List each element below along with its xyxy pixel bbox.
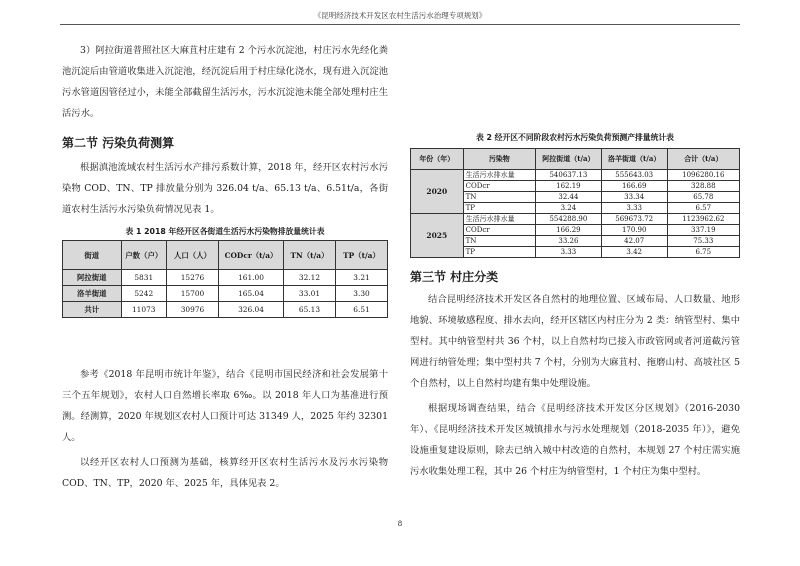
- table-cell: 326.04: [219, 302, 284, 318]
- page-number: 8: [397, 520, 403, 528]
- table1-header: CODcr（t/a）: [219, 241, 284, 270]
- table-cell: 3.21: [336, 270, 388, 286]
- village-classification-paragraph: 结合昆明经济技术开发区各自然村的地理位置、区域布局、人口数量、地形地貌、环境敏感程度、排水去向，经开区辖区内村庄分为 2 类：纳管型村、集中型村。其中纳管型村共 36 个村，以上自然村均已接入市政管网或者河道截污管网进行纳管处理；集中型村共 7 个村，分别为大麻苴村、拖磨山村、高坡社区 5 个自然村，以上自然村均建有集中处理设施。: [410, 294, 740, 389]
- header-title: 《昆明经济技术开发区农村生活污水治理专项规划》: [313, 11, 487, 20]
- table1: [62, 240, 388, 318]
- table-cell: 3.33: [536, 247, 602, 258]
- table1-header-row: [63, 241, 388, 270]
- table-cell: 生活污水排水量: [463, 170, 535, 181]
- table2-header: 洛羊街道（t/a）: [601, 149, 667, 170]
- table-cell: 5831: [121, 270, 167, 286]
- table2-intro-paragraph: 以经开区农村人口预测为基础，核算经开区农村生活污水及污水污染物 COD、TN、TP，2020 年、2025 年，具体见表 2。: [62, 457, 388, 489]
- table2: [410, 148, 740, 258]
- table1-header: 街道: [63, 241, 122, 270]
- table-cell: 1096280.16: [667, 170, 739, 181]
- survey-results-paragraph: 根据现场调查结果，结合《昆明经济技术开发区分区规划》（2016-2030年）、《昆明经济技术开发区城镇排水与污水处理规划（2018-2035 年）》，避免设施重复建设原则，除去已纳入城中村改造的自然村，本规划 27 个村庄需实施污水收集处理工程，其中 26 个村庄为纳管型村，1 个村庄为集中型村。: [410, 403, 740, 477]
- table-cell: 165.04: [219, 286, 284, 302]
- table1-header: TP（t/a）: [336, 241, 388, 270]
- table-cell: 6.51: [336, 302, 388, 318]
- table1-header: 户数（户）: [121, 241, 167, 270]
- table-row: [411, 214, 740, 225]
- table-row: [63, 286, 388, 302]
- table-cell: 170.90: [601, 225, 667, 236]
- table-cell: 33.01: [284, 286, 336, 302]
- table-cell: 42.07: [601, 236, 667, 247]
- table-cell: 30976: [167, 302, 219, 318]
- table-cell: 5242: [121, 286, 167, 302]
- table1-header: 人口（人）: [167, 241, 219, 270]
- table-cell: 569673.72: [601, 214, 667, 225]
- intro-paragraph: 3）阿拉街道普照社区大麻苴村庄建有 2 个污水沉淀池，村庄污水先经化粪池沉淀后由管道收集进入沉淀池，经沉淀后用于村庄绿化浇水，现有进入沉淀池污水管道因管径过小，未能全部截留生活污水，污水沉淀池未能全部处理村庄生活污水。: [62, 45, 388, 119]
- table-cell: 15700: [167, 286, 219, 302]
- year-cell: 2020: [411, 170, 464, 214]
- table-cell: CODcr: [463, 181, 535, 192]
- table-cell: 6.75: [667, 247, 739, 258]
- table-cell: TP: [463, 203, 535, 214]
- table-cell: 540637.13: [536, 170, 602, 181]
- table-cell: 生活污水排水量: [463, 214, 535, 225]
- table2-caption: 表 2 经开区不同阶段农村污水污染负荷预测产排量统计表: [476, 133, 674, 142]
- table-cell: 6.57: [667, 203, 739, 214]
- table-cell: 洛羊街道: [63, 286, 122, 302]
- table-cell: 65.13: [284, 302, 336, 318]
- table-cell: 15276: [167, 270, 219, 286]
- table-cell: CODcr: [463, 225, 535, 236]
- section-title-pollution-load: 第二节 污染负荷测算: [62, 136, 175, 150]
- table-cell: 3.24: [536, 203, 602, 214]
- table-cell: 3.33: [601, 203, 667, 214]
- table2-header: 污染物: [463, 149, 535, 170]
- table-row: [63, 270, 388, 286]
- table-cell: 65.78: [667, 192, 739, 203]
- table-cell: 32.44: [536, 192, 602, 203]
- table-cell: TN: [463, 236, 535, 247]
- table-cell: 75.33: [667, 236, 739, 247]
- table-cell: 162.19: [536, 181, 602, 192]
- table2-header: 阿拉街道（t/a）: [536, 149, 602, 170]
- pollution-load-paragraph: 根据滇池流域农村生活污水产排污系数计算，2018 年，经开区农村污水污染物 COD、TN、TP 排放量分别为 326.04 t/a、65.13 t/a、6.51t/a，各街道农村生活污水污染负荷情况见表 1。: [62, 162, 388, 215]
- table-cell: 328.88: [667, 181, 739, 192]
- table2-header: 年份（年）: [411, 149, 464, 170]
- table2-header: 合计（t/a）: [667, 149, 739, 170]
- table1-header: TN（t/a）: [284, 241, 336, 270]
- right-column: [410, 132, 740, 482]
- table-row: [411, 170, 740, 181]
- table-cell: 共计: [63, 302, 122, 318]
- table-cell: 554288.90: [536, 214, 602, 225]
- table-cell: 555643.03: [601, 170, 667, 181]
- table-cell: 166.29: [536, 225, 602, 236]
- table-cell: 32.12: [284, 270, 336, 286]
- table-cell: 161.00: [219, 270, 284, 286]
- table-cell: 3.42: [601, 247, 667, 258]
- table-cell: 阿拉街道: [63, 270, 122, 286]
- table-cell: TN: [463, 192, 535, 203]
- section-title-village-classification: 第三节 村庄分类: [410, 270, 499, 284]
- left-column: [62, 40, 388, 494]
- page-header: [60, 10, 740, 25]
- year-cell: 2025: [411, 214, 464, 258]
- table1-caption: 表 1 2018 年经开区各街道生活污水污染物排放量统计表: [125, 227, 325, 236]
- table-cell: 33.26: [536, 236, 602, 247]
- table-cell: 11073: [121, 302, 167, 318]
- table-cell: 1123962.62: [667, 214, 739, 225]
- table-cell: 166.69: [601, 181, 667, 192]
- table-row: [63, 302, 388, 318]
- table-cell: TP: [463, 247, 535, 258]
- table-cell: 337.19: [667, 225, 739, 236]
- table-cell: 3.30: [336, 286, 388, 302]
- population-forecast-paragraph: 参考《2018 年昆明市统计年鉴》，结合《昆明市国民经济和社会发展第十三个五年规划》，农村人口自然增长率取 6‰。以 2018 年人口为基准进行预测。经测算，2020 年规划区农村人口预计可达 31349 人，2025 年约 32301 人。: [62, 369, 388, 443]
- table-cell: 33.34: [601, 192, 667, 203]
- table2-header-row: [411, 149, 740, 170]
